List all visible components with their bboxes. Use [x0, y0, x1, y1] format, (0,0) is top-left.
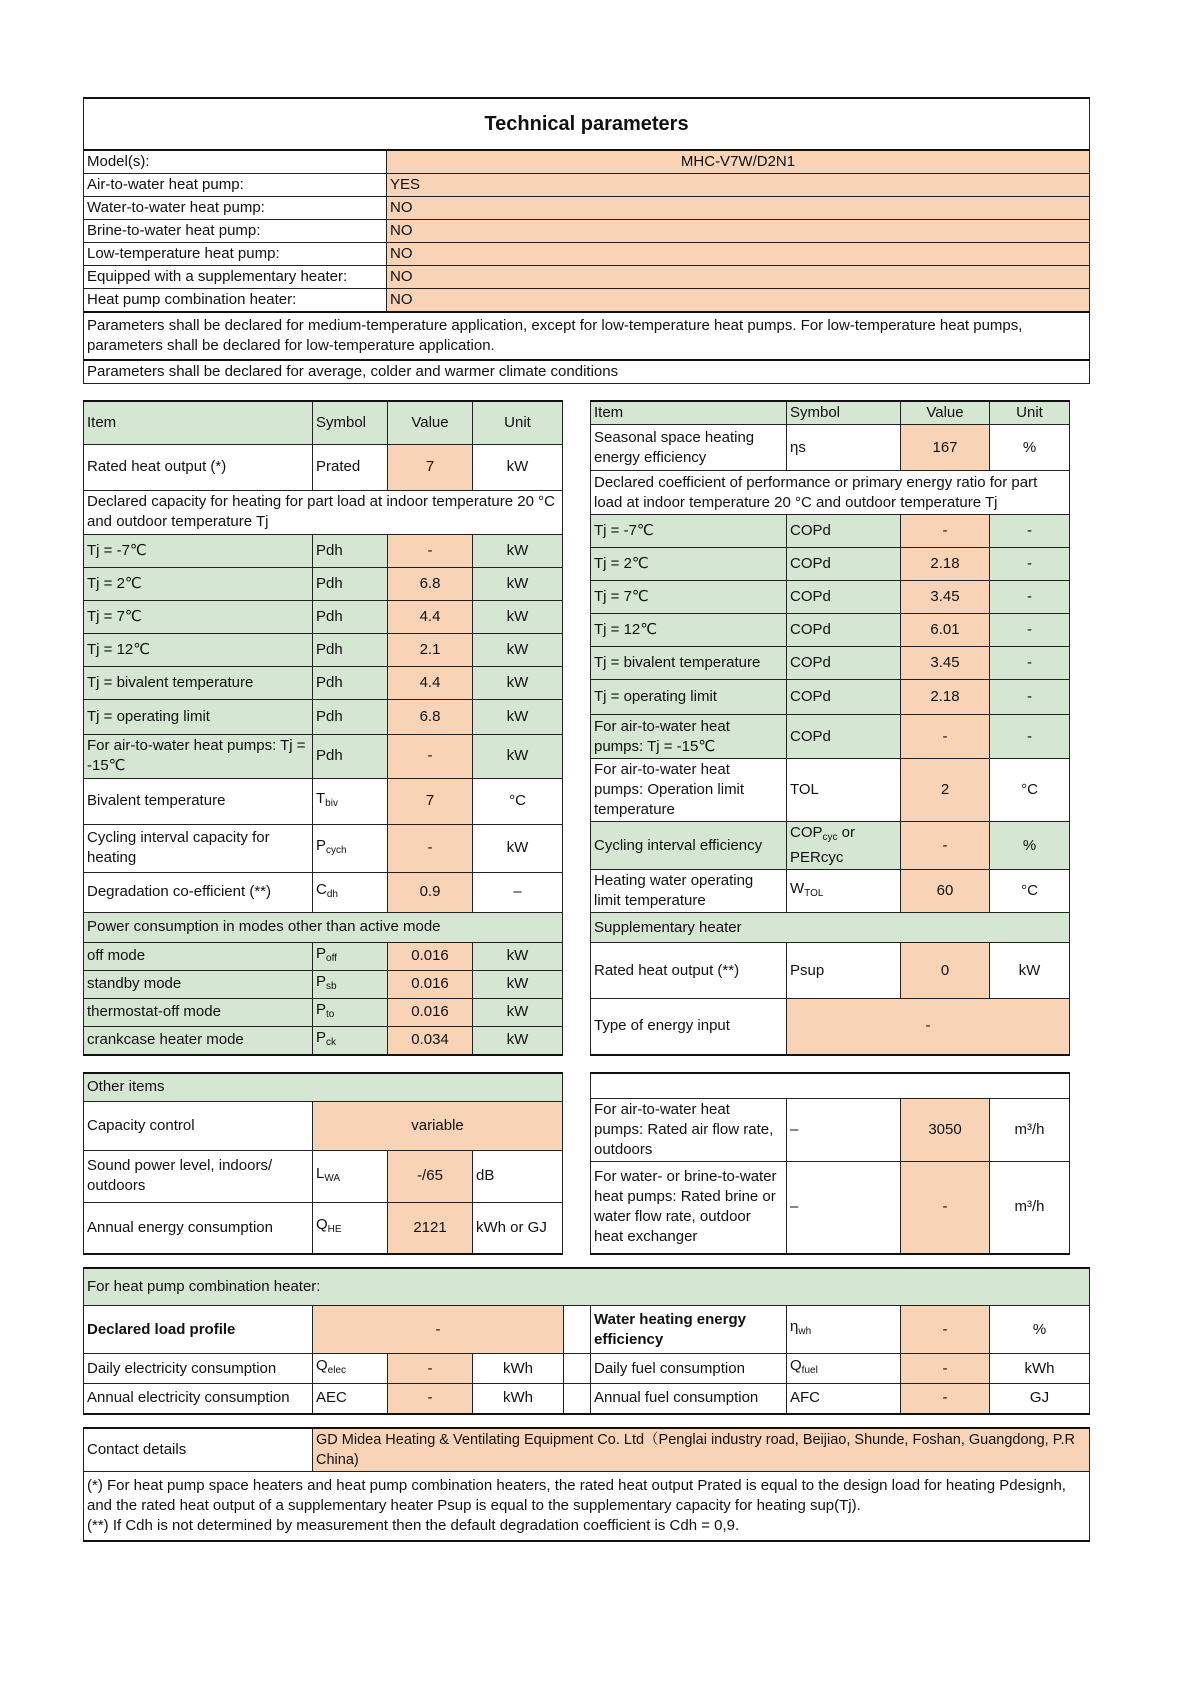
operation-limit-unit: °C — [990, 759, 1070, 822]
sound-power-label: Sound power level, indoors/ outdoors — [84, 1151, 313, 1202]
pdh-row-unit: kW — [473, 567, 563, 600]
cop-row-value: 3.45 — [901, 581, 990, 614]
cycling-capacity-symbol: $P_{cych}$ — [313, 824, 388, 872]
header-unit: Unit — [990, 401, 1070, 425]
cop-row-unit: - — [990, 614, 1070, 647]
power-mode-label: off mode — [84, 942, 313, 970]
type-label: Equipped with a supplementary heater: — [84, 266, 387, 289]
power-mode-unit: kW — [473, 1026, 563, 1055]
header-item: Item — [84, 401, 313, 444]
sound-power-symbol: $L_{WA}$ — [313, 1151, 388, 1202]
annual-energy-unit: kWh or GJ — [473, 1202, 563, 1253]
cycling-capacity-label: Cycling interval capacity for heating — [84, 824, 313, 872]
daily-fuel-label: Daily fuel consumption — [591, 1354, 787, 1384]
pdh-row-value: 4.4 — [388, 666, 473, 699]
cop-row-unit: - — [990, 647, 1070, 680]
cop-row-unit: - — [990, 680, 1070, 715]
pdh-row-label: Tj = -7℃ — [84, 534, 313, 567]
load-profile-value: - — [313, 1306, 564, 1354]
air-flow-symbol: – — [787, 1099, 901, 1162]
bivalent-temperature-label: Bivalent temperature — [84, 778, 313, 824]
footnote-cdh: (**) If Cdh is not determined by measurement then the default degradation coefficient is Cdh = 0,9. — [87, 1516, 740, 1534]
seasonal-efficiency-unit: % — [990, 425, 1070, 471]
power-mode-symbol: $P_{off}$ — [313, 942, 388, 970]
supp-rated-value: 0 — [901, 943, 990, 999]
cop-row-value: 6.01 — [901, 614, 990, 647]
seasonal-efficiency-label: Seasonal space heating energy efficiency — [591, 425, 787, 471]
cop-row-value: 3.45 — [901, 647, 990, 680]
air-flow-label: For air-to-water heat pumps: Rated air flow rate, outdoors — [591, 1099, 787, 1162]
annual-fuel-value: - — [901, 1384, 990, 1414]
annual-fuel-symbol: AFC — [787, 1384, 901, 1414]
type-label: Low-temperature heat pump: — [84, 243, 387, 266]
cop-row-unit: - — [990, 515, 1070, 548]
cop-row-value: 2.18 — [901, 548, 990, 581]
column-gap — [564, 1384, 591, 1414]
pdh-row-value: - — [388, 534, 473, 567]
pdh-row-unit: kW — [473, 534, 563, 567]
cop-row-symbol: COPd — [787, 647, 901, 680]
brine-flow-value: - — [901, 1162, 990, 1254]
pdh-row-value: 6.8 — [388, 699, 473, 734]
other-items — [83, 1072, 1090, 1255]
bivalent-temperature-value: 7 — [388, 778, 473, 824]
annual-electricity-label: Annual electricity consumption — [84, 1384, 313, 1414]
contact-value: GD Midea Heating & Ventilating Equipment Co. Ltd（Penglai industry road, Beijiao, Shunde, Foshan, Guangdong, P.R China) — [313, 1428, 1090, 1472]
type-value: NO — [387, 220, 1090, 243]
power-mode-symbol: $P_{to}$ — [313, 998, 388, 1026]
header-symbol: Symbol — [787, 401, 901, 425]
cop-row-label: Tj = 2℃ — [591, 548, 787, 581]
main-parameters — [83, 400, 1090, 1056]
type-label: Brine-to-water heat pump: — [84, 220, 387, 243]
cop-row-symbol: COPd — [787, 715, 901, 759]
header-unit: Unit — [473, 401, 563, 444]
daily-fuel-unit: kWh — [990, 1354, 1090, 1384]
water-limit-label: Heating water operating limit temperature — [591, 870, 787, 913]
type-label: Water-to-water heat pump: — [84, 197, 387, 220]
cycling-efficiency-value: - — [901, 822, 990, 870]
power-mode-value: 0.016 — [388, 970, 473, 998]
load-profile-label: Declared load profile — [84, 1306, 313, 1354]
power-mode-unit: kW — [473, 942, 563, 970]
power-mode-unit: kW — [473, 970, 563, 998]
type-label: Air-to-water heat pump: — [84, 174, 387, 197]
power-mode-label: standby mode — [84, 970, 313, 998]
supp-rated-symbol: Psup — [787, 943, 901, 999]
pdh-row-label: Tj = operating limit — [84, 699, 313, 734]
cop-row-symbol: COPd — [787, 515, 901, 548]
power-mode-symbol: $P_{ck}$ — [313, 1026, 388, 1055]
cop-row-value: - — [901, 715, 990, 759]
brine-flow-symbol: – — [787, 1162, 901, 1254]
air-flow-unit: m³/h — [990, 1099, 1070, 1162]
capacity-control-label: Capacity control — [84, 1102, 313, 1151]
annual-electricity-unit: kWh — [473, 1384, 564, 1414]
type-value: YES — [387, 174, 1090, 197]
power-mode-unit: kW — [473, 998, 563, 1026]
cop-row-unit: - — [990, 581, 1070, 614]
cycling-efficiency-label: Cycling interval efficiency — [591, 822, 787, 870]
brine-flow-label: For water- or brine-to-water heat pumps: Rated brine or water flow rate, outdoor heat exchanger — [591, 1162, 787, 1254]
pdh-row-unit: kW — [473, 600, 563, 633]
type-value: NO — [387, 289, 1090, 313]
air-flow-value: 3050 — [901, 1099, 990, 1162]
header-table — [83, 97, 1090, 384]
other-items-right — [590, 1072, 1070, 1255]
operation-limit-value: 2 — [901, 759, 990, 822]
header-item: Item — [591, 401, 787, 425]
type-label: Heat pump combination heater: — [84, 289, 387, 313]
supp-rated-label: Rated heat output (**) — [591, 943, 787, 999]
degradation-symbol: $C_{dh}$ — [313, 872, 388, 912]
annual-energy-label: Annual energy consumption — [84, 1202, 313, 1253]
cop-row-unit: - — [990, 548, 1070, 581]
pdh-row-label: Tj = 2℃ — [84, 567, 313, 600]
footnotes — [84, 1471, 1090, 1541]
bivalent-temperature-symbol: $T_{biv}$ — [313, 778, 388, 824]
annual-energy-value: 2121 — [388, 1202, 473, 1253]
type-value: NO — [387, 266, 1090, 289]
cycling-efficiency-symbol: $COP_{cyc}$ or PERcyc — [787, 822, 901, 870]
cop-row-label: Tj = 7℃ — [591, 581, 787, 614]
cop-row-symbol: COPd — [787, 680, 901, 715]
operation-limit-symbol: TOL — [787, 759, 901, 822]
pdh-row-value: 2.1 — [388, 633, 473, 666]
pdh-row-symbol: Pdh — [313, 633, 388, 666]
pdh-row-label: Tj = bivalent temperature — [84, 666, 313, 699]
pdh-row-symbol: Pdh — [313, 666, 388, 699]
pdh-row-unit: kW — [473, 666, 563, 699]
other-items-heading: Other items — [84, 1073, 563, 1102]
header-value: Value — [388, 401, 473, 444]
sound-power-value: -/65 — [388, 1151, 473, 1202]
water-efficiency-label: Water heating energy efficiency — [591, 1306, 787, 1354]
pdh-row-unit: kW — [473, 734, 563, 778]
annual-electricity-symbol: AEC — [313, 1384, 388, 1414]
pdh-row-value: 6.8 — [388, 567, 473, 600]
seasonal-efficiency-value: 167 — [901, 425, 990, 471]
cop-row-label: For air-to-water heat pumps: Tj = -15℃ — [591, 715, 787, 759]
rated-heat-output-symbol: Prated — [313, 444, 388, 490]
bivalent-temperature-unit: °C — [473, 778, 563, 824]
pdh-row-value: 4.4 — [388, 600, 473, 633]
footnote-prated: (*) For heat pump space heaters and heat pump combination heaters, the rated heat output Prated is equal to the design load for heating Pdesignh, and the rated heat output of a supplementary heater Psup is equal to the supplementary capacity for heating sup(Tj). — [87, 1476, 1066, 1514]
water-limit-unit: °C — [990, 870, 1070, 913]
cycling-capacity-value: - — [388, 824, 473, 872]
cop-row-symbol: COPd — [787, 581, 901, 614]
power-mode-label: crankcase heater mode — [84, 1026, 313, 1055]
power-mode-label: thermostat-off mode — [84, 998, 313, 1026]
page-title: Technical parameters — [84, 98, 1090, 150]
pdh-row-symbol: Pdh — [313, 600, 388, 633]
power-consumption-heading: Power consumption in modes other than active mode — [84, 912, 563, 942]
power-mode-symbol: $P_{sb}$ — [313, 970, 388, 998]
combination-heater-table — [83, 1267, 1090, 1415]
efficiency-table — [590, 400, 1070, 1056]
technical-parameters-sheet — [83, 97, 1090, 1542]
water-limit-symbol: $W_{TOL}$ — [787, 870, 901, 913]
pdh-row-label: For air-to-water heat pumps: Tj = -15℃ — [84, 734, 313, 778]
pdh-row-label: Tj = 12℃ — [84, 633, 313, 666]
pdh-row-symbol: Pdh — [313, 567, 388, 600]
power-mode-value: 0.034 — [388, 1026, 473, 1055]
pdh-row-symbol: Pdh — [313, 734, 388, 778]
cycling-efficiency-unit: % — [990, 822, 1070, 870]
cop-row-symbol: COPd — [787, 548, 901, 581]
cop-row-label: Tj = bivalent temperature — [591, 647, 787, 680]
capacity-control-value: variable — [313, 1102, 563, 1151]
contact-table — [83, 1427, 1090, 1542]
combination-heater-heading: For heat pump combination heater: — [84, 1268, 1090, 1306]
cop-row-label: Tj = 12℃ — [591, 614, 787, 647]
power-mode-value: 0.016 — [388, 998, 473, 1026]
daily-electricity-unit: kWh — [473, 1354, 564, 1384]
water-efficiency-unit: % — [990, 1306, 1090, 1354]
pdh-row-symbol: Pdh — [313, 534, 388, 567]
header-symbol: Symbol — [313, 401, 388, 444]
application-note: Parameters shall be declared for medium-temperature application, except for low-temperature heat pumps. For low-temperature heat pumps, parameters shall be declared for low-temperature application. — [84, 312, 1090, 360]
type-value: NO — [387, 243, 1090, 266]
power-mode-value: 0.016 — [388, 942, 473, 970]
rated-heat-output-unit: kW — [473, 444, 563, 490]
sound-power-unit: dB — [473, 1151, 563, 1202]
column-gap — [564, 1354, 591, 1384]
header-value: Value — [901, 401, 990, 425]
water-efficiency-value: - — [901, 1306, 990, 1354]
brine-flow-unit: m³/h — [990, 1162, 1070, 1254]
daily-electricity-symbol: $Q_{elec}$ — [313, 1354, 388, 1384]
cop-row-symbol: COPd — [787, 614, 901, 647]
model-label: Model(s): — [84, 150, 387, 174]
column-gap — [564, 1306, 591, 1354]
cycling-capacity-unit: kW — [473, 824, 563, 872]
cop-row-value: - — [901, 515, 990, 548]
pdh-row-symbol: Pdh — [313, 699, 388, 734]
capacity-table — [83, 400, 563, 1056]
other-items-left — [83, 1072, 563, 1255]
declared-cop-heading: Declared coefficient of performance or primary energy ratio for part load at indoor temperature 20 °C and outdoor temperature Tj — [591, 471, 1070, 515]
annual-fuel-unit: GJ — [990, 1384, 1090, 1414]
climate-note: Parameters shall be declared for average, colder and warmer climate conditions — [84, 360, 1090, 384]
type-value: NO — [387, 197, 1090, 220]
annual-energy-symbol: $Q_{HE}$ — [313, 1202, 388, 1253]
daily-electricity-value: - — [388, 1354, 473, 1384]
pdh-row-unit: kW — [473, 633, 563, 666]
energy-input-label: Type of energy input — [591, 999, 787, 1055]
pdh-row-value: - — [388, 734, 473, 778]
cop-row-label: Tj = operating limit — [591, 680, 787, 715]
supplementary-heater-heading: Supplementary heater — [591, 913, 1070, 943]
degradation-unit: – — [473, 872, 563, 912]
rated-heat-output-label: Rated heat output (*) — [84, 444, 313, 490]
supp-rated-unit: kW — [990, 943, 1070, 999]
declared-capacity-heading: Declared capacity for heating for part load at indoor temperature 20 °C and outdoor temperature Tj — [84, 490, 563, 534]
operation-limit-label: For air-to-water heat pumps: Operation limit temperature — [591, 759, 787, 822]
degradation-value: 0.9 — [388, 872, 473, 912]
other-items-spacer — [591, 1073, 1070, 1099]
annual-electricity-value: - — [388, 1384, 473, 1414]
cop-row-label: Tj = -7℃ — [591, 515, 787, 548]
degradation-label: Degradation co-efficient (**) — [84, 872, 313, 912]
contact-label: Contact details — [84, 1428, 313, 1472]
water-limit-value: 60 — [901, 870, 990, 913]
daily-fuel-symbol: $Q_{fuel}$ — [787, 1354, 901, 1384]
pdh-row-label: Tj = 7℃ — [84, 600, 313, 633]
energy-input-value: - — [787, 999, 1070, 1055]
pdh-row-unit: kW — [473, 699, 563, 734]
daily-fuel-value: - — [901, 1354, 990, 1384]
daily-electricity-label: Daily electricity consumption — [84, 1354, 313, 1384]
model-value: MHC-V7W/D2N1 — [387, 150, 1090, 174]
cop-row-value: 2.18 — [901, 680, 990, 715]
water-efficiency-symbol: $\eta_{wh}$ — [787, 1306, 901, 1354]
cop-row-unit: - — [990, 715, 1070, 759]
rated-heat-output-value: 7 — [388, 444, 473, 490]
annual-fuel-label: Annual fuel consumption — [591, 1384, 787, 1414]
seasonal-efficiency-symbol: ηs — [787, 425, 901, 471]
